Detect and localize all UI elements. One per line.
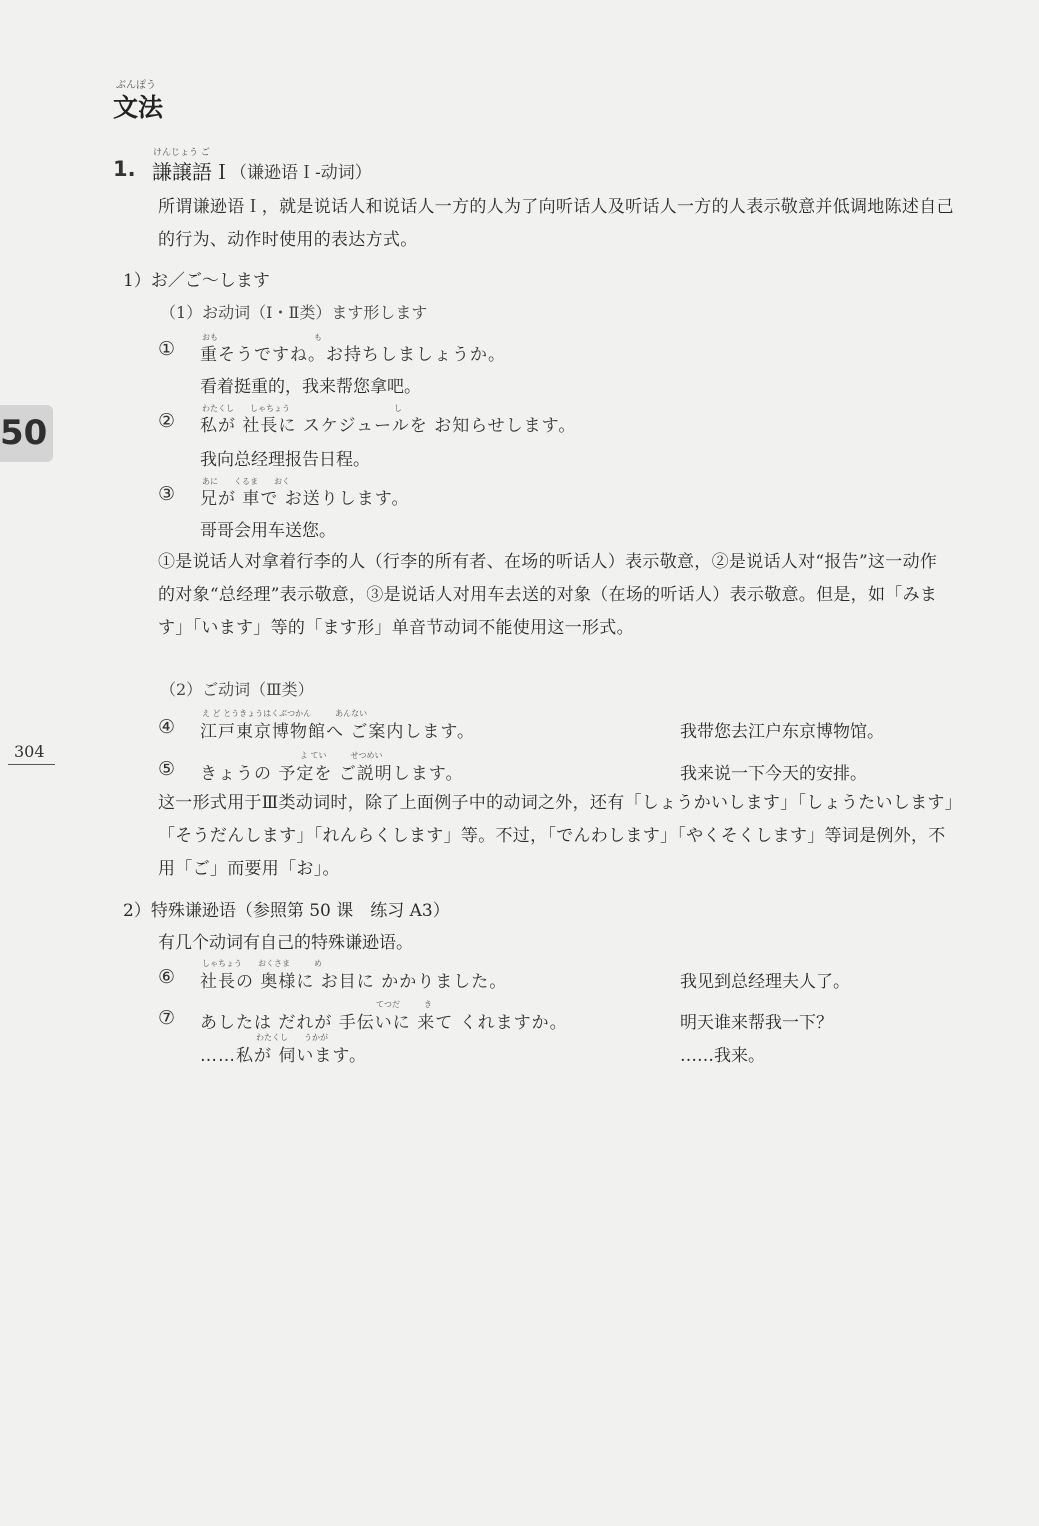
example-number: ⑦	[158, 1007, 176, 1029]
example-translation: 我向总经理报告日程。	[200, 450, 370, 470]
intro-paragraph: 所谓谦逊语Ｉ，就是说话人和说话人一方的人为了向听话人及听话人一方的人表示敬意并低调地陈述自己的行为、动作时使用的表达方式。	[158, 197, 954, 250]
explanation-paragraph: 这一形式用于Ⅲ类动词时，除了上面例子中的动词之外，还有「しょうかいします」「しょうたいします」「そうだんします」「れんらくします」等。不过，「でんわします」「やくそくします」等词是例外，不用「ご」而要用「お」。	[158, 793, 954, 879]
part2-label: 2）特殊谦逊语（参照第 50 课 练习 A3）	[123, 901, 450, 921]
example-number: ⑤	[158, 758, 176, 780]
example-ruby: え ど とうきょうはくぶつかん あんない	[202, 709, 368, 718]
example-ruby: おも も	[202, 333, 322, 342]
example-japanese: 社長の 奥様に お目に かかりました。	[200, 972, 508, 992]
part2-intro: 有几个动词有自己的特殊谦逊语。	[158, 933, 413, 953]
reply-ruby: わたくし うかが	[256, 1033, 328, 1042]
heading-number: 1.	[113, 157, 136, 181]
example-japanese: あしたは だれが 手伝いに 来て くれますか。	[200, 1013, 568, 1033]
example-ruby: しゃちょう おくさま め	[202, 959, 322, 968]
example-number: ③	[158, 483, 176, 505]
page-number-rule	[8, 764, 55, 765]
example-japanese: 私が 社長に スケジュールを お知らせします。	[200, 416, 577, 436]
page-number: 304	[14, 742, 45, 761]
example-japanese: きょうの 予定を ご説明します。	[200, 764, 464, 784]
example-ruby: わたくし しゃちょう し	[202, 404, 402, 413]
example-number: ②	[158, 410, 176, 432]
example-ruby: あに くるま おく	[202, 477, 290, 486]
example-ruby: てつだ き	[376, 1000, 432, 1009]
example-japanese: 兄が 車で お送りします。	[200, 489, 410, 509]
explanation-paragraph: ①是说话人对拿着行李的人（行李的所有者、在场的听话人）表示敬意，②是说话人对“报告”这一动作的对象“总经理”表示敬意，③是说话人对用车去送的对象（在场的听话人）表示敬意。但是，如「みます」「います」等的「ます形」单音节动词不能使用这一形式。	[158, 552, 938, 638]
example-translation: 我带您去江户东京博物馆。	[680, 722, 884, 742]
chapter-tab: 50	[0, 405, 53, 462]
heading-ruby: けんじょう ご	[153, 148, 210, 158]
part1-label: 1）お／ご～します	[123, 271, 270, 291]
example-japanese: 重そうですね。お持ちしましょうか。	[200, 345, 506, 365]
reply-japanese: ……私が 伺います。	[200, 1046, 368, 1066]
heading-title: 謙譲語Ｉ	[152, 160, 232, 184]
example-translation: 我见到总经理夫人了。	[680, 972, 850, 992]
section-ruby: ぶんぽう	[116, 80, 156, 91]
example-number: ①	[158, 338, 176, 360]
example-translation: 明天谁来帮我一下？	[680, 1013, 833, 1033]
part1-sub1: （1）お动词（Ⅰ・Ⅱ类）ます形します	[160, 303, 428, 322]
section-title: 文法	[113, 93, 164, 122]
example-translation: 看着挺重的，我来帮您拿吧。	[200, 377, 421, 397]
example-translation: 我来说一下今天的安排。	[680, 764, 867, 784]
example-japanese: 江戸東京博物館へ ご案内します。	[200, 722, 476, 742]
heading-note: （谦逊语Ｉ-动词）	[230, 163, 372, 183]
example-translation: 哥哥会用车送您。	[200, 521, 336, 541]
example-number: ④	[158, 716, 176, 738]
reply-translation: ……我来。	[680, 1046, 765, 1066]
part1-sub2: （2）ご动词（Ⅲ类）	[160, 680, 314, 699]
example-number: ⑥	[158, 966, 176, 988]
example-ruby: よ てい せつめい	[300, 751, 383, 760]
